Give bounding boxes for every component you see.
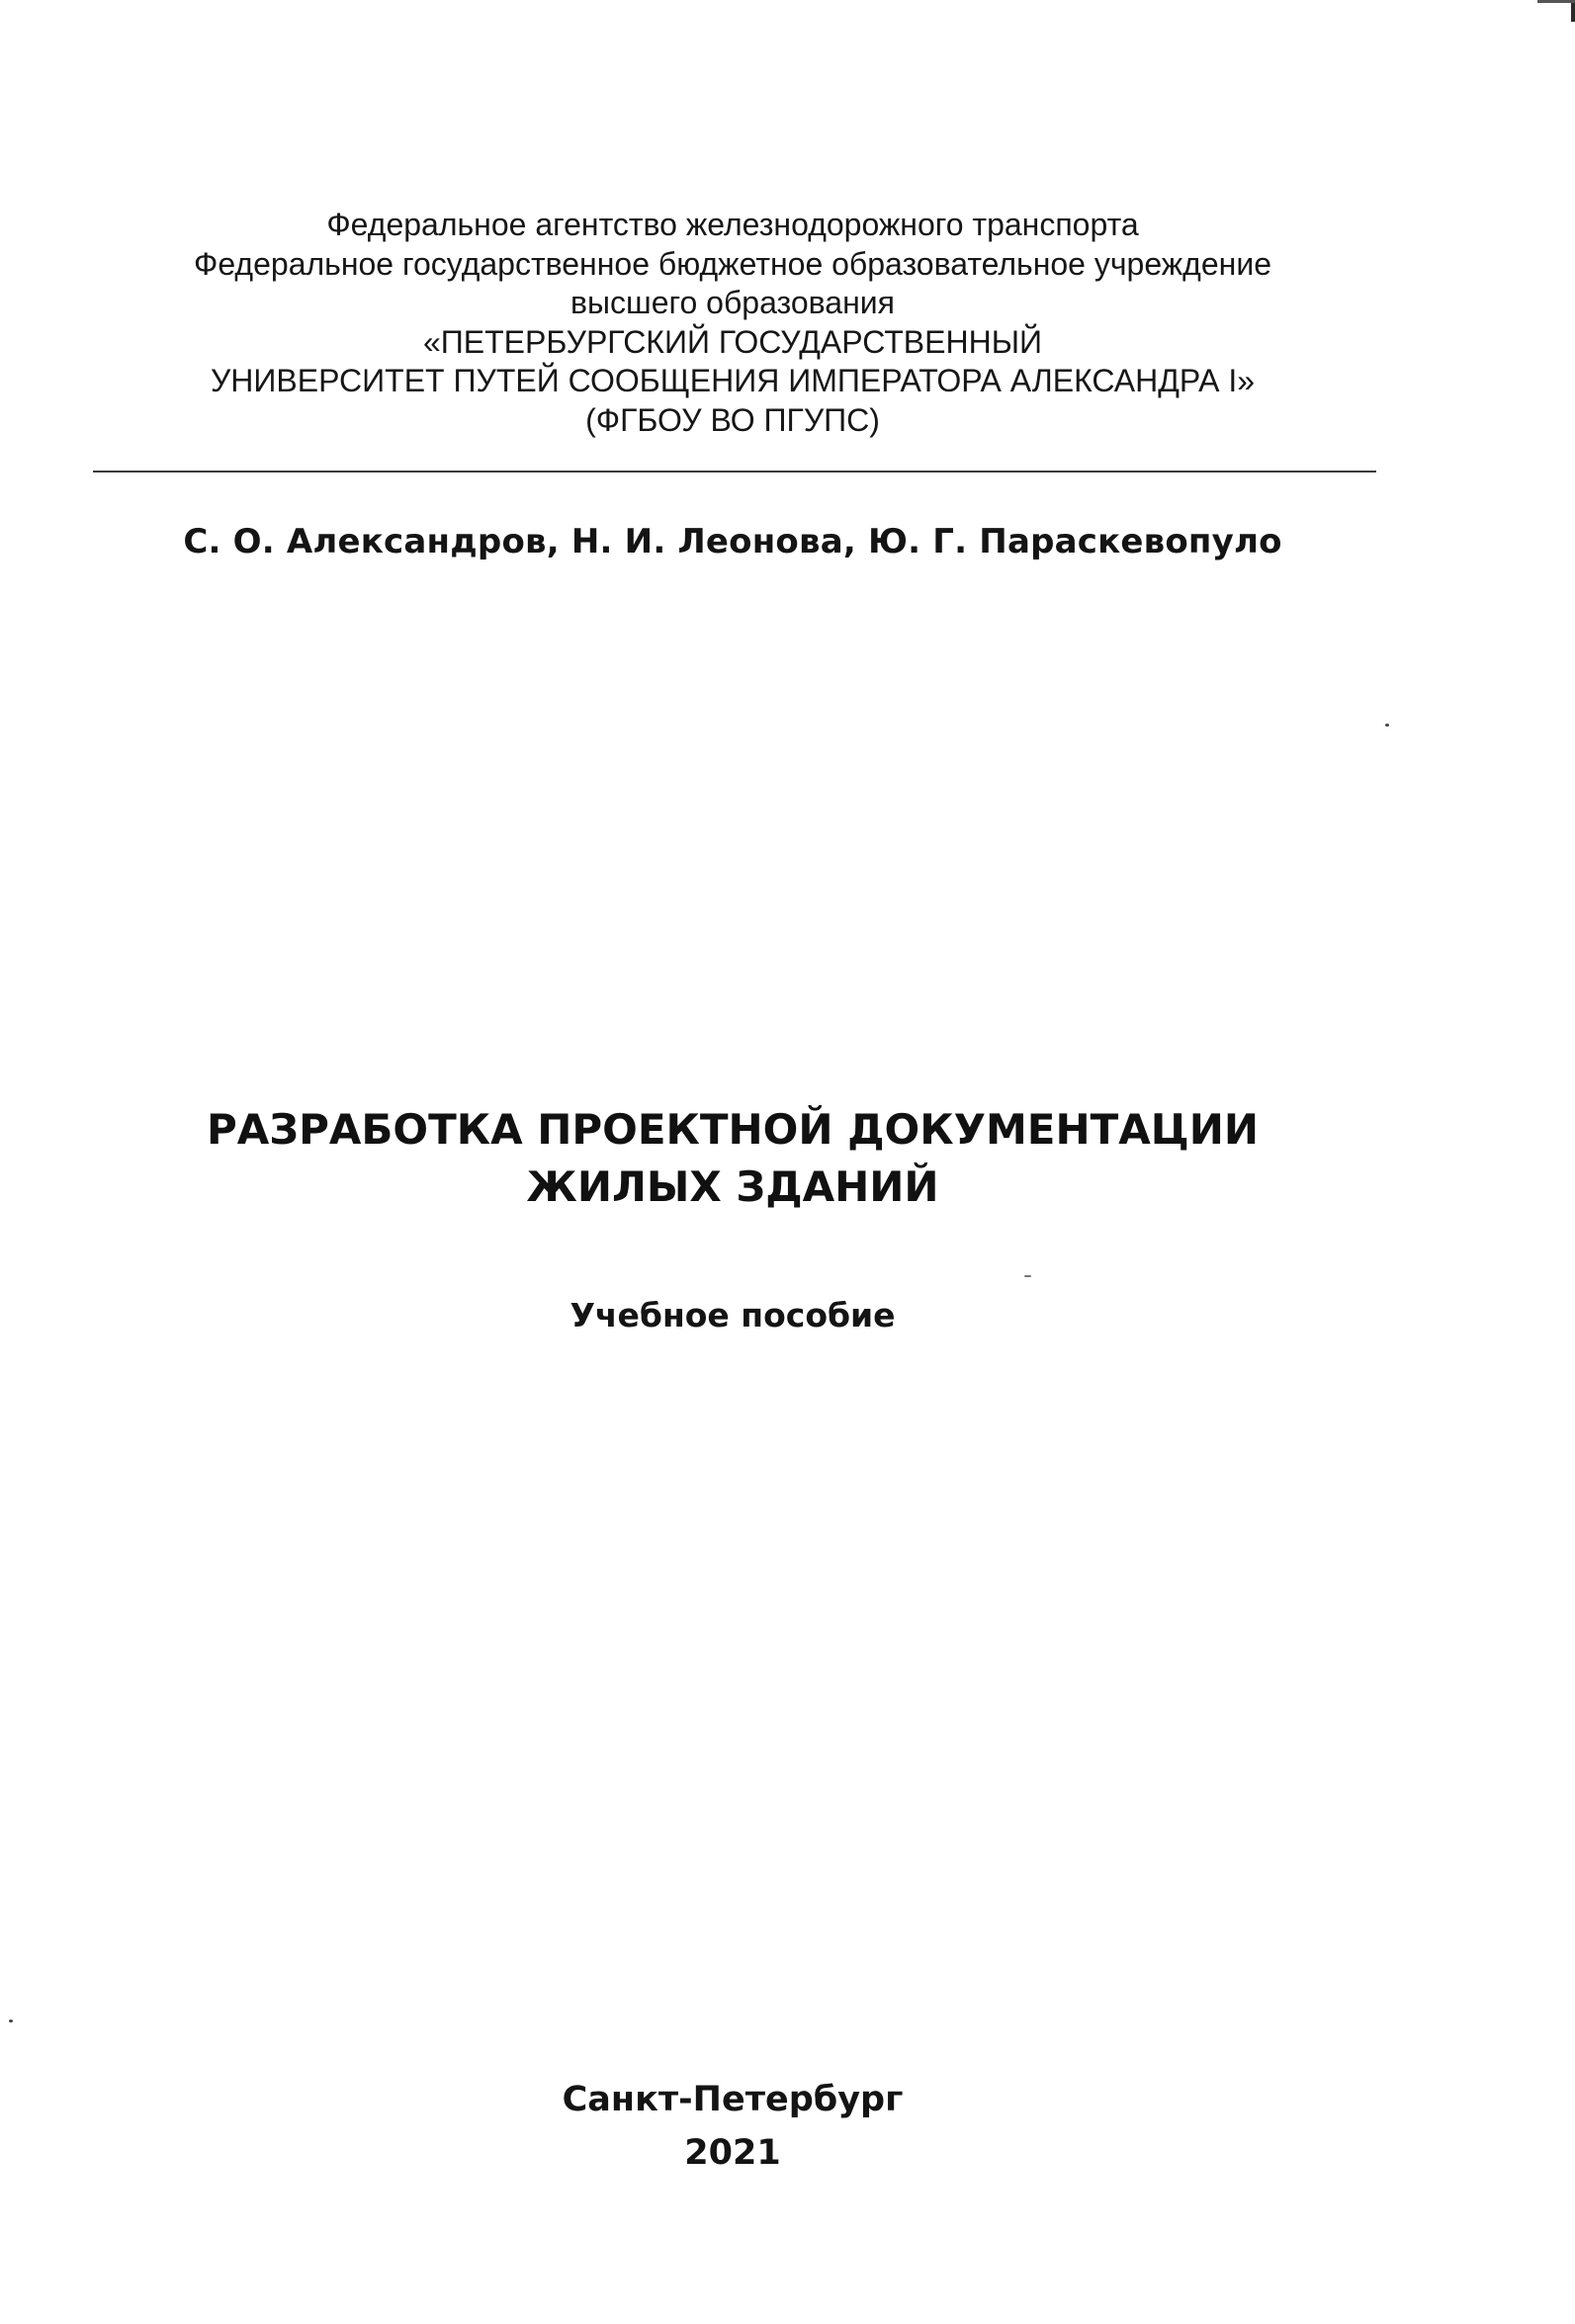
agency-line: Федеральное агентство железнодорожного транспорта [326, 207, 1139, 242]
book-title-line-2: ЖИЛЫХ ЗДАНИЙ [526, 1162, 939, 1211]
header-divider [93, 471, 1376, 473]
book-title [89, 1101, 1376, 1216]
scan-edge-mark [1571, 0, 1575, 22]
scan-speck [1385, 724, 1389, 727]
imprint-year: 2021 [684, 2133, 781, 2173]
university-name-line-1: «ПЕТЕРБУРГСКИЙ ГОСУДАРСТВЕННЫЙ [422, 323, 1043, 360]
institution-header [89, 206, 1376, 441]
university-name-line-2: УНИВЕРСИТЕТ ПУТЕЙ СООБЩЕНИЯ ИМПЕРАТОРА АЛЕКСАНДРА I» [210, 363, 1256, 399]
book-subtitle: Учебное пособие [569, 1296, 896, 1334]
scan-speck [1024, 1275, 1031, 1277]
book-title-line-1: РАЗРАБОТКА ПРОЕКТНОЙ ДОКУМЕНТАЦИИ [206, 1105, 1260, 1154]
university-abbreviation: (ФГБОУ ВО ПГУПС) [585, 401, 880, 438]
institution-type-line: Федеральное государственное бюджетное образовательное учреждение [194, 245, 1271, 282]
authors: С. О. Александров, Н. И. Леонова, Ю. Г. Параскевопуло [183, 522, 1282, 561]
scan-speck [9, 2020, 13, 2023]
imprint-city: Санкт-Петербург [562, 2080, 904, 2119]
imprint [89, 2073, 1376, 2180]
education-level-line: высшего образования [570, 285, 895, 321]
scan-edge-mark [1537, 0, 1575, 3]
